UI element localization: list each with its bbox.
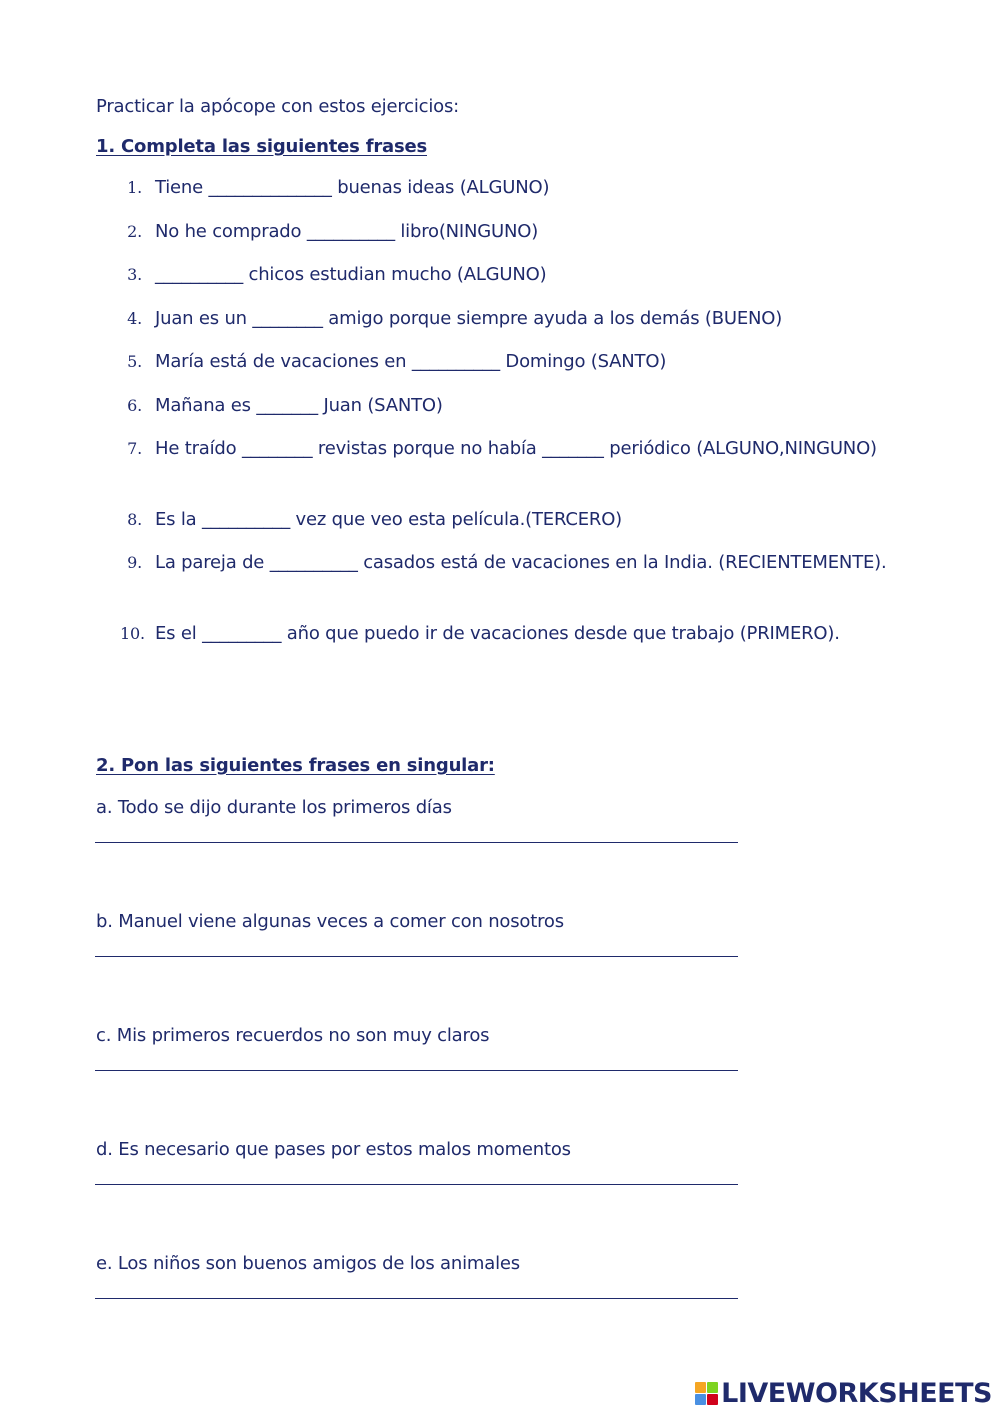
answer-line[interactable] bbox=[95, 1184, 738, 1185]
exercise-2-heading: 2. Pon las siguientes frases en singular: bbox=[96, 755, 495, 776]
answer-line[interactable] bbox=[95, 1070, 738, 1071]
exercise-2-sentence: e. Los niños son buenos amigos de los animales bbox=[96, 1253, 520, 1274]
exercise-1-item bbox=[120, 174, 903, 201]
exercise-2-sentence: b. Manuel viene algunas veces a comer con nosotros bbox=[96, 911, 564, 932]
item-text[interactable]: __________ chicos estudian mucho (ALGUNO) bbox=[155, 264, 547, 285]
item-number: 4. bbox=[127, 309, 142, 328]
intro-text: Practicar la apócope con estos ejercicios: bbox=[96, 96, 459, 117]
item-number: 3. bbox=[127, 265, 142, 284]
item-number: 5. bbox=[127, 352, 142, 371]
item-number: 2. bbox=[127, 222, 142, 241]
exercise-1-item bbox=[120, 506, 903, 533]
item-number: 10. bbox=[120, 624, 145, 643]
exercise-1-item bbox=[120, 348, 903, 375]
exercise-2-sentence: d. Es necesario que pases por estos malos momentos bbox=[96, 1139, 571, 1160]
exercise-1-item bbox=[120, 392, 903, 419]
item-text[interactable]: Mañana es _______ Juan (SANTO) bbox=[155, 395, 443, 416]
item-number: 1. bbox=[127, 178, 142, 197]
item-text[interactable]: Es el _________ año que puedo ir de vacaciones desde que trabajo (PRIMERO). bbox=[155, 623, 840, 644]
exercise-1-item bbox=[120, 435, 903, 462]
item-number: 6. bbox=[127, 396, 142, 415]
liveworksheets-logo bbox=[695, 1373, 992, 1413]
item-number: 7. bbox=[127, 439, 142, 458]
item-text[interactable]: No he comprado __________ libro(NINGUNO) bbox=[155, 221, 539, 242]
answer-line[interactable] bbox=[95, 956, 738, 957]
item-number: 9. bbox=[127, 553, 142, 572]
item-text[interactable]: La pareja de __________ casados está de vacaciones en la India. (RECIENTEMENTE). bbox=[155, 552, 887, 573]
exercise-2-sentence: c. Mis primeros recuerdos no son muy claros bbox=[96, 1025, 490, 1046]
item-text[interactable]: Juan es un ________ amigo porque siempre ayuda a los demás (BUENO) bbox=[155, 308, 783, 329]
answer-line[interactable] bbox=[95, 1298, 738, 1299]
item-text[interactable]: María está de vacaciones en __________ Domingo (SANTO) bbox=[155, 351, 667, 372]
exercise-1-item bbox=[120, 549, 903, 576]
item-text[interactable]: Tiene ______________ buenas ideas (ALGUNO) bbox=[155, 177, 550, 198]
answer-line[interactable] bbox=[95, 842, 738, 843]
exercise-1-item bbox=[120, 218, 903, 245]
item-text[interactable]: He traído ________ revistas porque no había _______ periódico (ALGUNO,NINGUNO) bbox=[155, 438, 877, 459]
exercise-1-item bbox=[120, 620, 903, 647]
item-text[interactable]: Es la __________ vez que veo esta película.(TERCERO) bbox=[155, 509, 622, 530]
exercise-2-sentence: a. Todo se dijo durante los primeros días bbox=[96, 797, 452, 818]
exercise-1-item bbox=[120, 305, 903, 332]
exercise-1-heading: 1. Completa las siguientes frases bbox=[96, 136, 427, 157]
item-number: 8. bbox=[127, 510, 142, 529]
logo-mark-icon bbox=[695, 1382, 718, 1405]
logo-text: LIVEWORKSHEETS bbox=[721, 1377, 992, 1409]
exercise-1-item bbox=[120, 261, 903, 288]
